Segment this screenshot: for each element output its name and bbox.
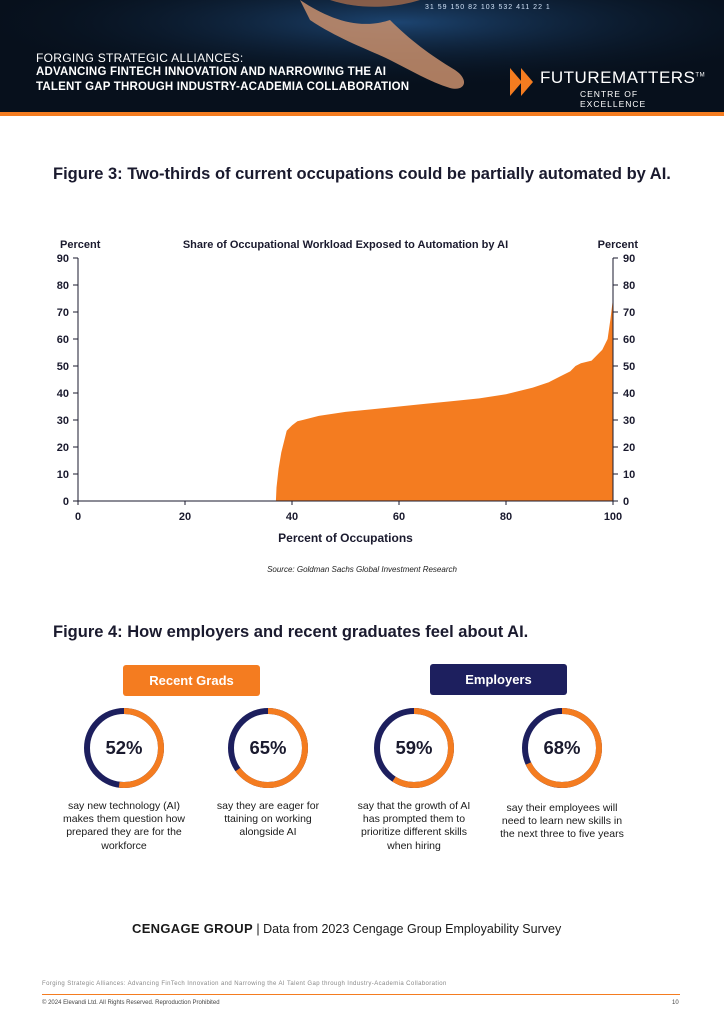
donut-stat-2: [226, 706, 310, 790]
y-tick-label-right: 60: [623, 334, 636, 346]
double-chevron-icon: [510, 68, 536, 96]
logo-tm: TM: [695, 72, 706, 79]
y-tick-label-right: 80: [623, 280, 636, 292]
x-axis-label: Percent of Occupations: [278, 531, 413, 545]
y-tick-label-left: 0: [62, 496, 69, 508]
y-axis-label-right: Percent: [597, 239, 638, 251]
x-tick-label: 100: [603, 511, 623, 523]
y-tick-label-right: 20: [623, 442, 636, 454]
y-tick-label-right: 40: [623, 388, 636, 400]
y-tick-label-left: 40: [56, 388, 69, 400]
y-tick-label-left: 30: [56, 415, 69, 427]
logo-tagline: CENTRE OF EXCELLENCE: [580, 89, 647, 109]
y-tick-label-left: 10: [56, 469, 69, 481]
donut-stat-3: [372, 706, 456, 790]
stat-value: 65%: [249, 737, 287, 758]
y-tick-label-left: 90: [56, 253, 69, 265]
y-tick-label-right: 30: [623, 415, 636, 427]
footer-divider: [42, 994, 680, 995]
figure3-title: Figure 3: Two-thirds of current occupations could be partially automated by AI.: [53, 165, 671, 183]
header-title-line2: TALENT GAP THROUGH INDUSTRY-ACADEMIA COLLABORATION: [36, 81, 410, 93]
x-tick-label: 60: [392, 511, 406, 523]
donut-stat-1: [82, 706, 166, 790]
y-tick-label-right: 90: [623, 253, 636, 265]
chart-title: Share of Occupational Workload Exposed to Automation by AI: [182, 239, 509, 251]
y-tick-label-right: 70: [623, 307, 636, 319]
stat-caption: say new technology (AI) makes them question how prepared they are for the workforce: [63, 800, 185, 852]
logo-wordmark: FUTUREMATTERS: [540, 68, 696, 87]
header-banner: [0, 0, 724, 112]
cengage-logo-text: CENGAGE GROUP: [132, 921, 253, 936]
stat-value: 52%: [105, 737, 143, 758]
donut-stat-4: [520, 706, 604, 790]
x-tick-label: 0: [74, 511, 82, 523]
footer-copyright: © 2024 Elevandi Ltd. All Rights Reserved. Reproduction Prohibited: [42, 1000, 220, 1006]
ticker-numbers: 31 59 150 82 103 532 411 22 1: [425, 4, 551, 11]
x-tick-label: 80: [499, 511, 513, 523]
stat-caption: say they are eager for ttaining on working alongside AI: [216, 800, 320, 839]
y-tick-label-right: 0: [623, 496, 630, 508]
figure4-title: Figure 4: How employers and recent graduates feel about AI.: [53, 623, 529, 641]
footer-running-title: Forging Strategic Alliances: Advancing FinTech Innovation and Narrowing the AI Talent Gap through Industry-Academia Collaboration: [42, 981, 447, 987]
page-number: 10: [672, 1000, 679, 1006]
header-title-line1: ADVANCING FINTECH INNOVATION AND NARROWING THE AI: [36, 66, 387, 78]
y-tick-label-left: 20: [56, 442, 69, 454]
automation-chart: [40, 228, 700, 548]
employers-label: Employers: [430, 664, 567, 695]
survey-credit: [132, 921, 561, 936]
y-tick-label-left: 80: [56, 280, 69, 292]
x-tick-label: 20: [178, 511, 192, 523]
header-accent-bar: [0, 112, 724, 116]
header-kicker: FORGING STRATEGIC ALLIANCES:: [36, 51, 244, 65]
stat-value: 59%: [395, 737, 433, 758]
y-tick-label-left: 70: [56, 307, 69, 319]
y-tick-label-right: 10: [623, 469, 636, 481]
y-axis-label-left: Percent: [60, 239, 101, 251]
stat-value: 68%: [543, 737, 581, 758]
y-tick-label-right: 50: [623, 361, 636, 373]
stat-caption: say that the growth of AI has prompted them to prioritize different skills when hiring: [357, 800, 471, 852]
futurematters-logo: [510, 68, 706, 109]
y-tick-label-left: 60: [56, 334, 69, 346]
recent-grads-label: Recent Grads: [123, 665, 260, 696]
x-tick-label: 40: [285, 511, 299, 523]
stat-caption: say their employees will need to learn new skills in the next three to five years: [500, 802, 624, 841]
y-tick-label-left: 50: [56, 361, 69, 373]
area-series-0: [276, 299, 613, 502]
survey-note: | Data from 2023 Cengage Group Employability Survey: [256, 922, 562, 936]
chart-source: Source: Goldman Sachs Global Investment Research: [267, 565, 457, 574]
